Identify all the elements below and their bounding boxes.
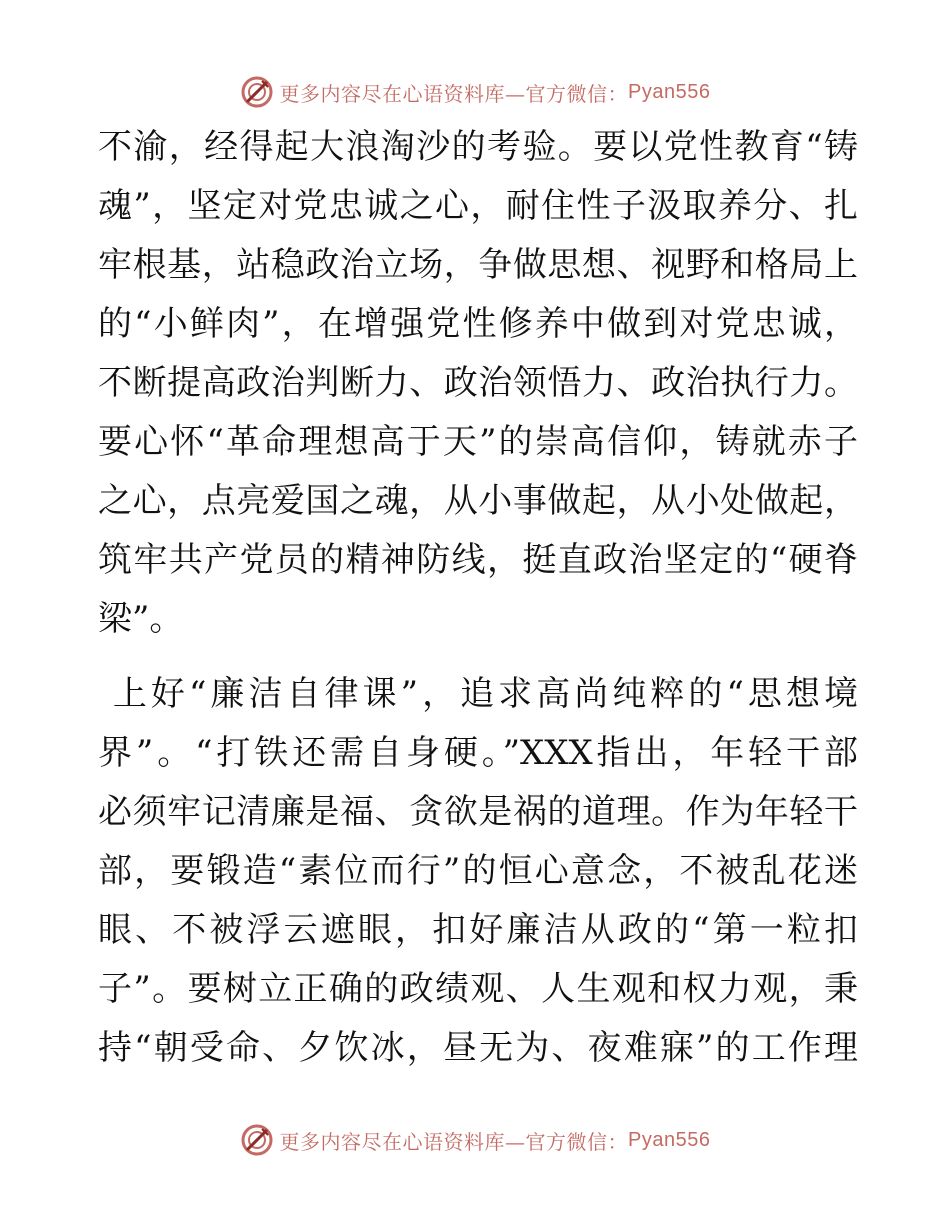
text-line: 牢根基，站稳政治立场，争做思想、视野和格局上 <box>98 245 858 285</box>
text-line: 必须牢记清廉是福、贪欲是祸的道理。作为年轻干 <box>98 792 858 832</box>
text-line: 部，要锻造“素位而行”的恒心意念，不被乱花迷 <box>98 851 858 891</box>
paragraph-gap <box>98 649 858 665</box>
text-line: 上好“廉洁自律课”，追求高尚纯粹的“思想境 <box>98 674 858 714</box>
text-line: 魂”，坚定对党忠诚之心，耐住性子汲取养分、扎 <box>98 186 858 226</box>
text-line: 要心怀“革命理想高于天”的崇高信仰，铸就赤子 <box>98 422 858 462</box>
stamp-logo-icon <box>240 1123 274 1157</box>
footer-banner <box>0 1120 950 1160</box>
text-line: 持“朝受命、夕饮冰，昼无为、夜难寐”的工作理 <box>98 1028 858 1068</box>
text-line: 筑牢共产党员的精神防线，挺直政治坚定的“硬脊 <box>98 540 858 580</box>
text-line: 不渝，经得起大浪淘沙的考验。要以党性教育“铸 <box>98 127 858 167</box>
text-line: 之心，点亮爱国之魂，从小事做起，从小处做起， <box>98 481 858 521</box>
text-line: 子”。要树立正确的政绩观、人生观和权力观，秉 <box>98 969 858 1009</box>
banner-wechat-id: Pyan556 <box>628 1128 711 1151</box>
body-text <box>98 118 858 1078</box>
text-line: 梁”。 <box>98 599 184 639</box>
stamp-logo-icon <box>240 75 274 109</box>
banner-text: 更多内容尽在心语资料库—官方微信： <box>279 81 629 106</box>
header-banner <box>0 72 950 112</box>
text-line: 不断提高政治判断力、政治领悟力、政治执行力。 <box>98 363 858 403</box>
text-line: 界”。“打铁还需自身硬。”XXX指出，年轻干部 <box>98 733 858 773</box>
paragraph-1 <box>98 118 858 649</box>
banner-text: 更多内容尽在心语资料库—官方微信： <box>279 1129 629 1154</box>
paragraph-2 <box>98 665 858 1078</box>
banner-wechat-id: Pyan556 <box>628 80 711 103</box>
text-line: 的“小鲜肉”，在增强党性修养中做到对党忠诚， <box>98 304 858 344</box>
text-line: 眼、不被浮云遮眼，扣好廉洁从政的“第一粒扣 <box>98 910 858 950</box>
